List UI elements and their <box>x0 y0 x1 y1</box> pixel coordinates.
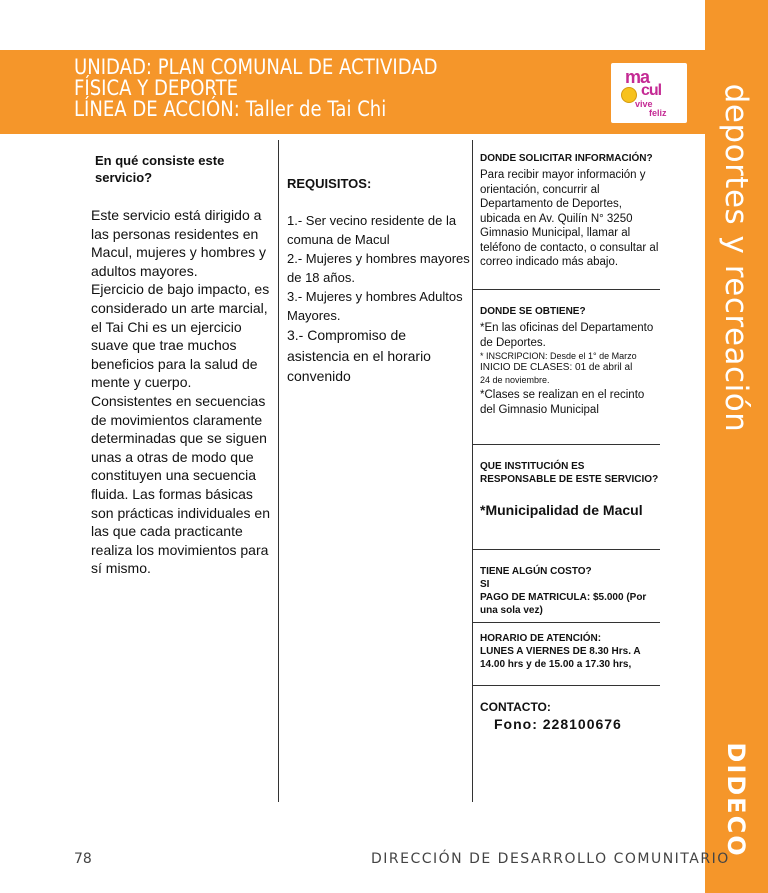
logo-text-cul: cul <box>641 82 662 99</box>
macul-logo <box>611 63 687 123</box>
header-band <box>0 50 705 134</box>
section-divider <box>473 444 660 445</box>
info-request-title: DONDE SOLICITAR INFORMACIÓN? <box>480 153 653 164</box>
institution-title: QUE INSTITUCIÓN ES RESPONSABLE DE ESTE SERVICIO? <box>480 461 659 485</box>
requirement-item: 3.- Mujeres y hombres Adultos Mayores. <box>287 289 463 323</box>
logo-text-ma: ma <box>625 67 650 87</box>
side-dept-text: DIDECO <box>722 742 750 858</box>
footer-department: DIRECCIÓN DE DESARROLLO COMUNITARIO <box>371 851 730 867</box>
schedule-section <box>480 632 660 671</box>
side-section-label <box>706 48 766 468</box>
schedule-text: LUNES A VIERNES DE 8.30 Hrs. A 14.00 hrs y de 15.00 a 17.30 hrs, <box>480 646 641 670</box>
contact-section <box>480 700 660 732</box>
obtain-start-line1: INICIO DE CLASES: 01 de abril al <box>480 362 633 373</box>
obtain-location: *En las oficinas del Departamento de Deportes. <box>480 322 654 349</box>
obtain-inscription: * INSCRIPCION: Desde el 1° de Marzo <box>480 351 637 361</box>
obtain-start <box>480 362 660 386</box>
requirement-item: 1.- Ser vecino residente de la comuna de Macul <box>287 213 457 247</box>
section-divider <box>473 622 660 623</box>
contact-title: CONTACTO: <box>480 700 551 714</box>
obtain-venue: *Clases se realizan en el recinto del Gimnasio Municipal <box>480 389 645 416</box>
section-divider <box>473 289 660 290</box>
obtain-title: DONDE SE OBTIENE? <box>480 306 586 317</box>
service-body: Este servicio está dirigido a las personas residentes en Macul, mujeres y hombres y adultos mayores. Ejercicio de bajo impacto, es considerado un arte marcial, el Tai Chi es un ejercicio suave que trae muchos beneficios para la salud de mente y cuerpo. Consistentes en secuencias de movimientos claramente determinadas que se siguen unas a otras de modo que constituyen una secuencia fluida. Las formas básicas son prácticas individuales en las que cada practicante realiza los movimientos para sí mismo. <box>91 207 270 577</box>
title-line-2: FÍSICA Y DEPORTE <box>74 76 239 100</box>
cost-answer: SI <box>480 579 490 590</box>
service-description <box>91 152 276 578</box>
service-question: En qué consiste este servicio? <box>95 153 225 185</box>
requirements-list <box>287 211 472 387</box>
cost-fee: PAGO DE MATRICULA: $5.000 (Por una sola vez) <box>480 592 647 616</box>
cost-title: TIENE ALGÚN COSTO? <box>480 566 592 577</box>
requirement-item: 3.- Compromiso de asistencia en el horario convenido <box>287 327 431 384</box>
schedule-title: HORARIO DE ATENCIÓN: <box>480 633 602 644</box>
column-divider-2 <box>472 140 473 802</box>
page-number: 78 <box>74 851 92 867</box>
requirements-section <box>287 176 472 387</box>
info-request-section <box>480 152 660 270</box>
info-request-text: Para recibir mayor información y orientación, concurrir al Departamento de Deportes, ubicada en Av. Quilín N° 3250 Gimnasio Municipal, llamar al teléfono de contacto, o consultar al correo indicado más abajo. <box>480 169 659 268</box>
side-dept-label <box>706 742 766 858</box>
obtain-start-line2: 24 de noviembre. <box>480 375 550 385</box>
column-divider-1 <box>278 140 279 802</box>
section-divider <box>473 685 660 686</box>
title-line-3: LÍNEA DE ACCIÓN: Taller de Tai Chi <box>74 97 387 121</box>
obtain-section <box>480 305 660 417</box>
logo-text-feliz: feliz <box>649 108 667 118</box>
section-divider <box>473 549 660 550</box>
institution-name: *Municipalidad de Macul <box>480 502 643 518</box>
cost-section <box>480 565 660 617</box>
logo-text-vive: vive <box>635 99 653 109</box>
requirement-item: 2.- Mujeres y hombres mayores de 18 años. <box>287 251 470 285</box>
requirements-title: REQUISITOS: <box>287 176 372 191</box>
page-title <box>74 57 438 120</box>
contact-phone: Fono: 228100676 <box>494 716 622 732</box>
title-line-1: UNIDAD: PLAN COMUNAL DE ACTIVIDAD <box>74 55 438 79</box>
side-section-text: deportes y recreación <box>718 83 754 433</box>
institution-section <box>480 460 660 518</box>
